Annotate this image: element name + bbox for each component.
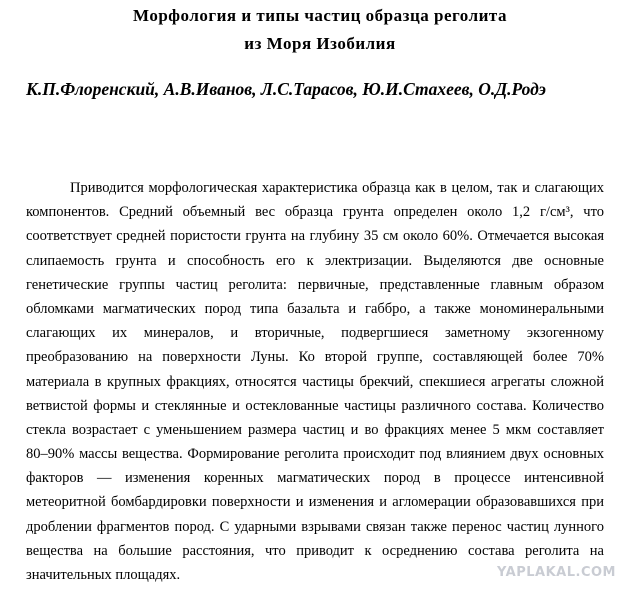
paragraph-line: преобразованию на поверхности Луны. Ко второй группе, составляющей более 70% — [26, 349, 604, 366]
paragraph-line: обломками магматических пород типа базальта и габбро, а также мономинеральными — [26, 300, 604, 317]
paragraph-line: значительных площадях. — [26, 567, 181, 583]
paragraph-line: компонентов. Средний объемный вес образца грунта определен около 1,2 г/см³, что — [26, 204, 604, 221]
paragraph-line: ветвистой формы и стеклянные и остеклованные частицы различного состава. Количество — [26, 397, 604, 414]
paragraph-line: факторов — изменения коренных магматических пород в процессе интенсивной — [26, 470, 604, 487]
title-line-2: из Моря Изобилия — [244, 34, 396, 53]
paragraph-line: вещества на большие расстояния, что приводит к осреднению состава реголита на — [26, 542, 604, 559]
paragraph-line: слагающих их минералов, и вторичные, подвергшиеся заметному экзогенному — [26, 325, 604, 342]
paragraph-line: материала в крупных фракциях, относятся частицы брекчий, спекшиеся агрегаты сложной — [26, 373, 604, 390]
paragraph-line: слипаемость грунта и способность его к электризации. Выделяются две основные — [26, 252, 604, 269]
paragraph-line: дроблении фрагментов пород. С ударными взрывами связан также перенос частиц лунного — [26, 518, 604, 535]
site-watermark: YAPLAKAL.COM — [497, 565, 616, 580]
paragraph-line: Приводится морфологическая характеристика образца как в целом, так и слагающих — [70, 180, 604, 196]
title-line-1: Морфология и типы частиц образца реголита — [133, 6, 507, 25]
abstract-paragraph — [26, 176, 604, 587]
paragraph-line: стекла возрастает с уменьшением размера частиц и во фракциях менее 5 мкм составляет — [26, 421, 604, 438]
paragraph-line: соответствует средней пористости грунта на глубину 35 см около 60%. Отмечается высокая — [26, 228, 604, 245]
paragraph-line: метеоритной бомбардировки поверхности и изменения и агломерации образовавшихся при — [26, 494, 604, 511]
paragraph-line: генетические группы частиц реголита: первичные, представленные главным образом — [26, 276, 604, 293]
paragraph-line: 80–90% массы вещества. Формирование реголита происходит под влиянием двух основных — [26, 446, 604, 463]
authors: К.П.Флоренский, А.В.Иванов, Л.С.Тарасов, Ю.И.Стахеев, О.Д.Родэ — [26, 79, 546, 99]
